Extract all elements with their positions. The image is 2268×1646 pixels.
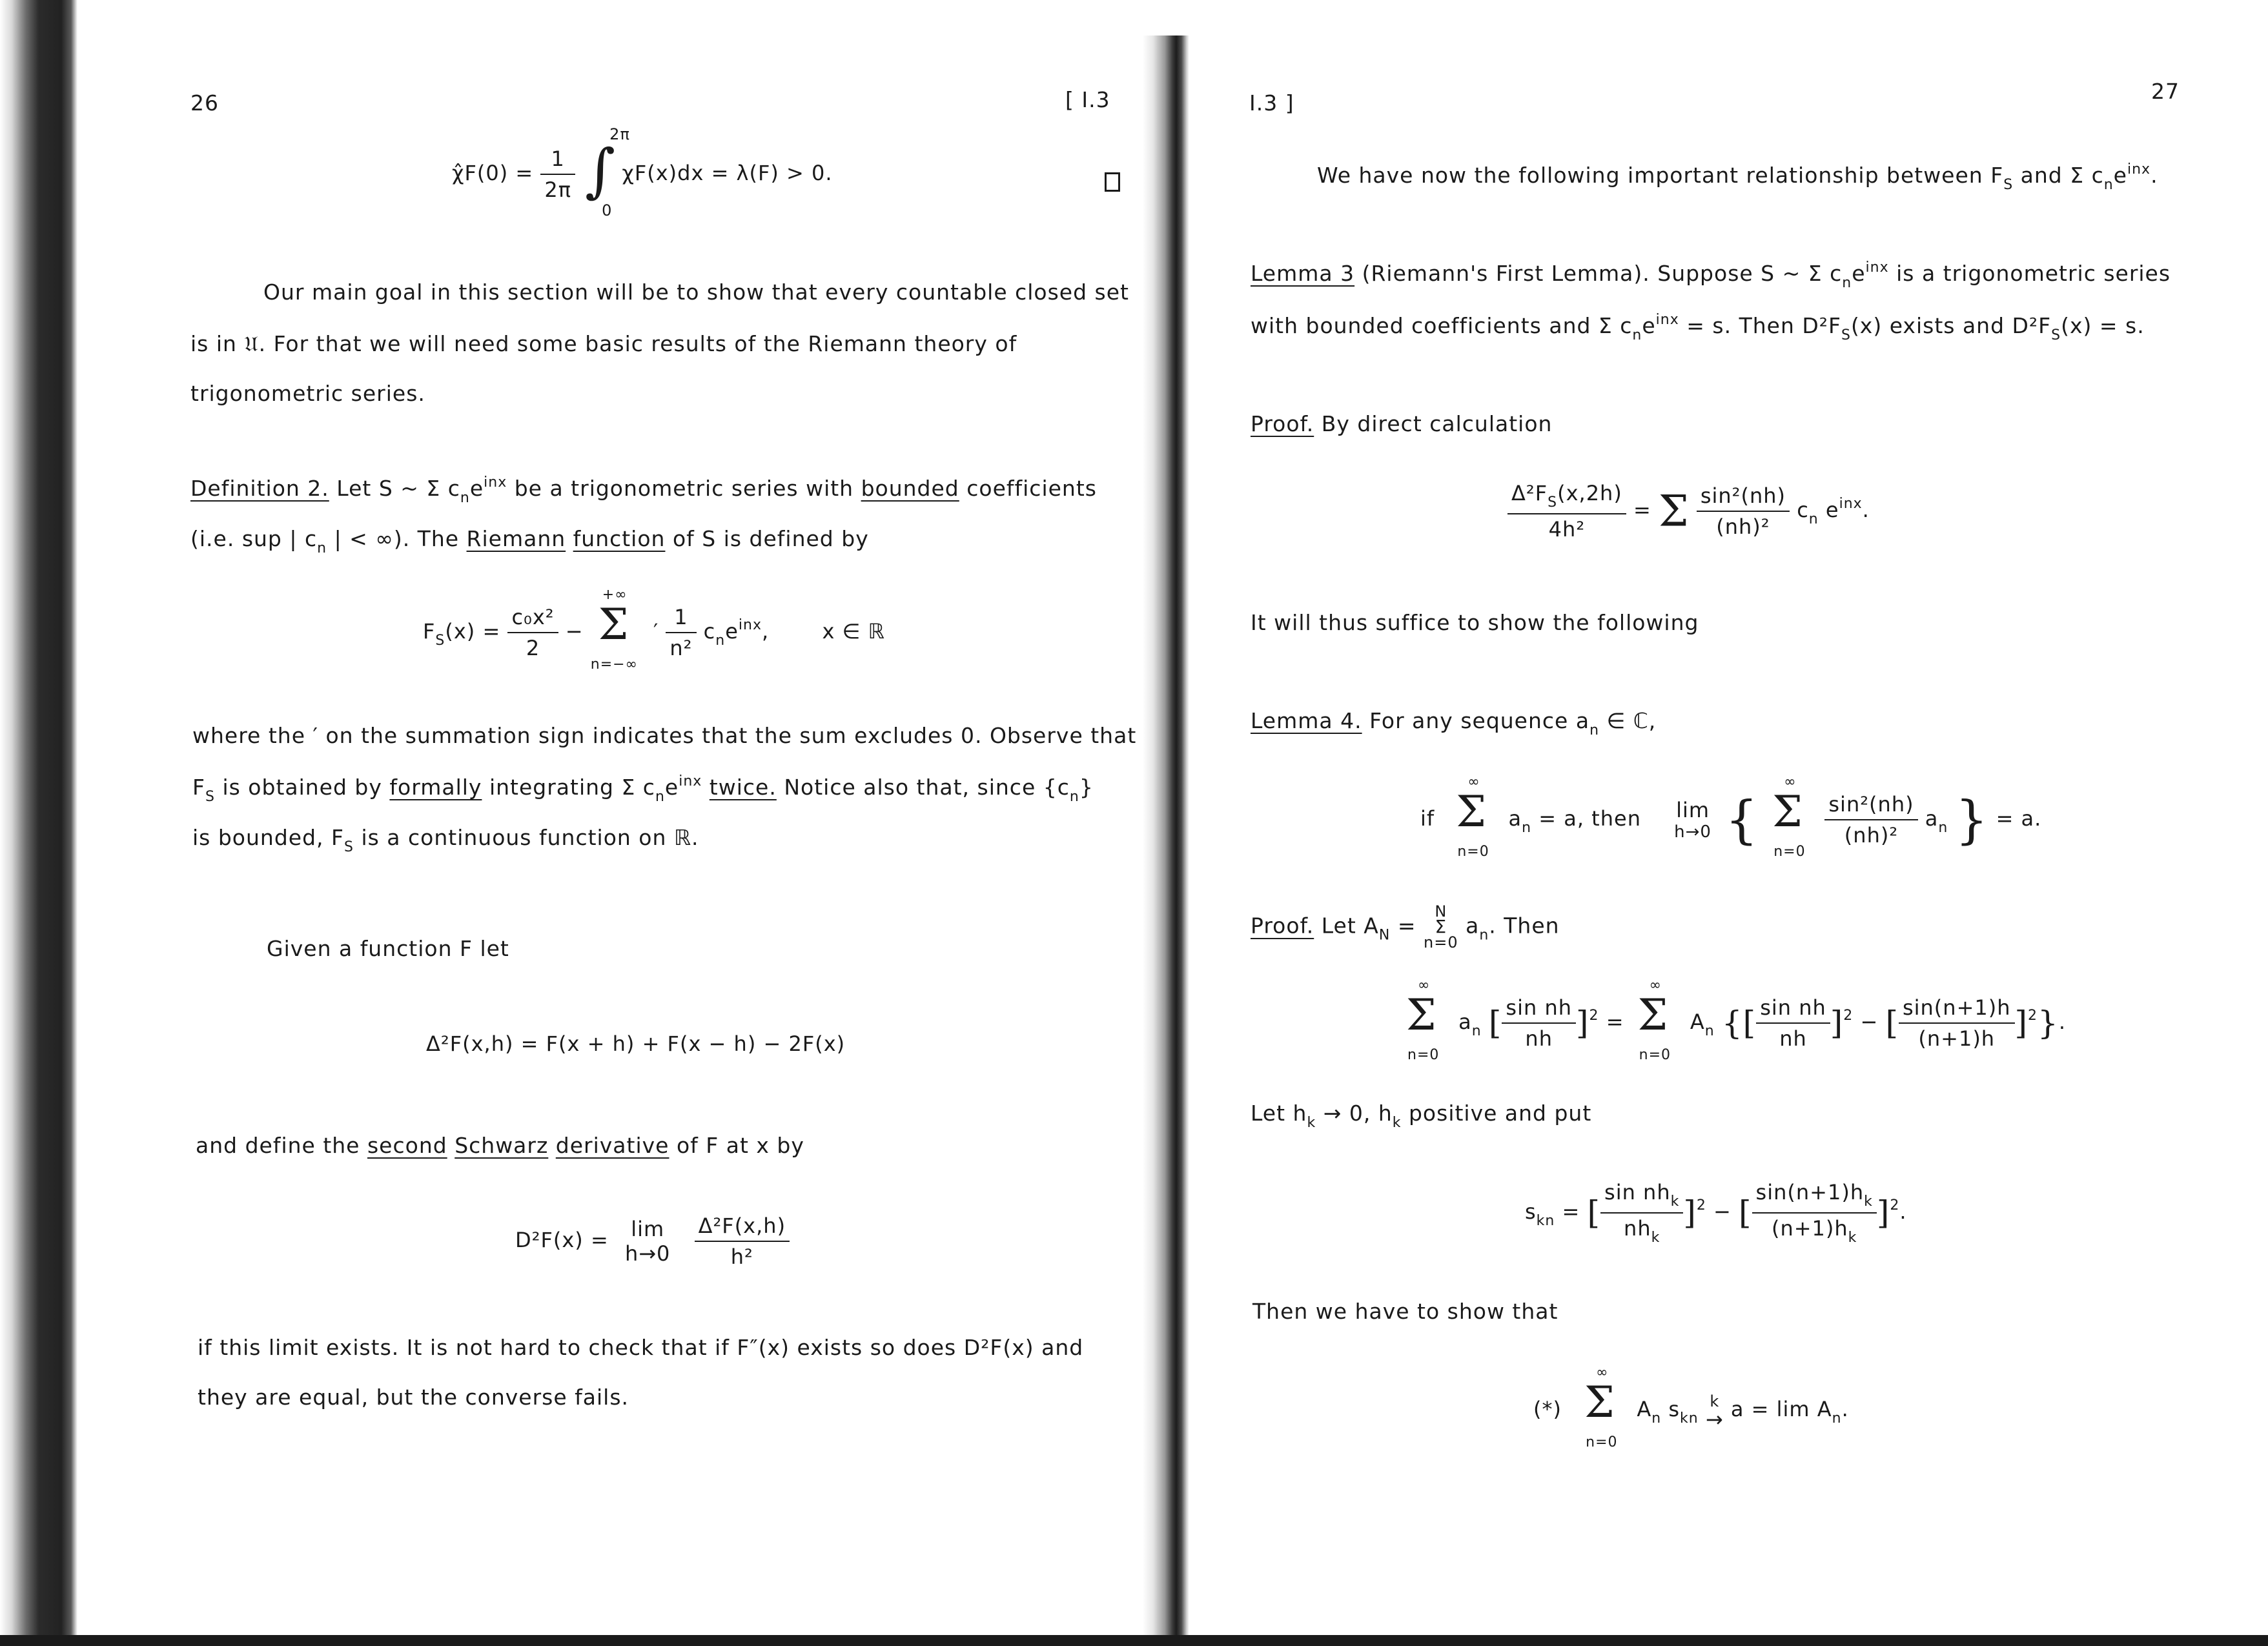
c-symbol: c [703, 619, 716, 644]
sup-2: 2 [1890, 1197, 1900, 1214]
equals: = [1562, 1199, 1580, 1224]
right-brace: } [2038, 1004, 2059, 1042]
frac-num: sin(n+1)h [1899, 995, 2015, 1024]
sum-upper: +∞ [602, 587, 628, 603]
def2-text-b: be a trigonometric series with [514, 476, 854, 501]
fraction-delta2-over-h2 [695, 1214, 790, 1269]
frac-den: (nh)² [1716, 514, 1770, 539]
fraction-delta2fs-over-4h2 [1507, 481, 1626, 542]
proof2-text: . Then [1489, 913, 1560, 939]
right-bracket: ] [1830, 1004, 1844, 1042]
sum-lower: n=0 [1407, 1047, 1440, 1063]
left-bracket: [ [1885, 1004, 1899, 1042]
right-bracket: ] [1683, 1194, 1697, 1232]
frac-den: 2π [544, 178, 571, 202]
sub-k: k [1670, 1194, 1680, 1210]
sigma-glyph: Σ [1435, 916, 1447, 937]
proof2-line [1251, 904, 1560, 950]
second-underlined: second [367, 1133, 447, 1158]
a-symbol: a [1925, 806, 1939, 831]
equation-delta2-fs [1507, 481, 1870, 542]
right-bracket: ] [1576, 1004, 1589, 1042]
sub-kn: kn [1536, 1213, 1555, 1229]
sub-n: n [1632, 327, 1642, 343]
sub-n: n [1471, 1023, 1482, 1039]
para2-text: Notice also that, since {c [784, 775, 1070, 800]
sup-2: 2 [1589, 1008, 1599, 1024]
left-bracket: [ [1587, 1194, 1601, 1232]
proof-label: Proof. [1251, 913, 1314, 939]
left-brace: { [1725, 789, 1759, 850]
right-page-number: 27 [2151, 79, 2180, 104]
sub-n: n [2103, 177, 2114, 193]
frac-num: sin²(nh) [1697, 483, 1790, 512]
num-text: sin(n+1)h [1755, 1180, 1864, 1204]
summation-sign [1400, 977, 1451, 1063]
equals: = [1397, 913, 1416, 939]
eq-lhs: χ̂F(0) = [452, 161, 541, 185]
brace: } [1079, 775, 1094, 800]
sub-S: S [2051, 327, 2061, 343]
frac-num: sin nh [1502, 995, 1576, 1024]
para2-text: is a continuous function on ℝ. [361, 825, 699, 850]
para2-text: integrating Σ c [489, 775, 655, 800]
sum-upper: N [1435, 902, 1447, 920]
frac-den: nh [1525, 1026, 1553, 1051]
lim-word: lim [631, 1217, 665, 1241]
sub-n: n [1938, 820, 1948, 836]
equation-chi-hat [452, 125, 833, 219]
proof1-text: By direct calculation [1321, 411, 1553, 436]
sigma-glyph: Σ [1406, 990, 1437, 1040]
equation-delta2: Δ²F(x,h) = F(x + h) + F(x − h) − 2F(x) [426, 1031, 846, 1056]
sigma-glyph: Σ [1772, 787, 1803, 837]
para3-line1: if this limit exists. It is not hard to check that if F″(x) exists so does D²F(x) and [198, 1335, 1084, 1360]
A-symbol: A [1637, 1397, 1652, 1421]
frac-num: Δ²F(x,h) [695, 1214, 790, 1242]
lemma-3-label: Lemma 3 [1251, 261, 1355, 286]
limit-operator [1674, 798, 1711, 842]
sub-n: n [1808, 511, 1819, 527]
para2-text: is bounded, F [192, 825, 344, 850]
sum-upper: ∞ [1784, 774, 1797, 790]
a-symbol: a [1458, 1010, 1472, 1034]
num-a: Δ²F [1511, 481, 1548, 505]
star-label: (*) [1533, 1397, 1562, 1421]
sum-lower: n=0 [1773, 844, 1806, 860]
def2-coefficients: coefficients [966, 476, 1097, 501]
equation-abel-sum [1400, 977, 2066, 1063]
lemma3-line1: Lemma 3 (Riemann's First Lemma). Suppose S ~ Σ $c_ne^{inx}$ is a trigonometric series [1251, 259, 2171, 291]
sub-n: n [1589, 722, 1600, 738]
sum-upper: ∞ [1467, 774, 1480, 790]
right-bracket: ] [1876, 1194, 1890, 1232]
summation-sign [1631, 977, 1683, 1063]
domain-x-in-R: x ∈ ℝ [822, 619, 885, 644]
function-underlined: function [573, 526, 666, 551]
sub-n: n [1651, 1410, 1662, 1427]
lim-subscript: h→0 [1674, 822, 1711, 842]
limit-operator [625, 1217, 670, 1266]
frac-num: c₀x² [507, 605, 558, 633]
fraction-sin-n1hk [1752, 1180, 1877, 1246]
lim-subscript: h→0 [624, 1241, 671, 1266]
fraction-sin-nhk [1600, 1180, 1683, 1246]
equation-fs [423, 587, 885, 673]
fs-F: F [423, 619, 436, 644]
frac-num: sin nh [1756, 995, 1830, 1024]
let-hk-line [1251, 1101, 1591, 1131]
e-symbol: e [725, 619, 739, 644]
minus-sign: − [1860, 1010, 1879, 1034]
e-symbol: e [1825, 498, 1839, 522]
frac-den: h² [730, 1245, 753, 1269]
fs-x: (x) = [445, 619, 508, 644]
d2f-lhs: D²F(x) = [515, 1228, 616, 1252]
sub-n: n [317, 540, 327, 556]
def2-text-a: Let S ~ Σ c [336, 476, 460, 501]
proof1-line [1251, 411, 1552, 436]
lemma3-text: (x) = s. [2061, 313, 2145, 338]
frac-num: 1 [540, 147, 575, 175]
intro-text: We have now the following important relationship between F [1317, 163, 2004, 188]
define-text: of F at x by [676, 1133, 804, 1158]
sup-inx: inx [738, 617, 762, 633]
sup-inx: inx [2127, 161, 2151, 178]
period: . [1841, 1397, 1849, 1421]
mid-text: = a, then [1538, 806, 1641, 831]
sub-S: S [205, 789, 215, 805]
period: . [2058, 1010, 2066, 1034]
frac-den [1600, 1214, 1683, 1246]
frac-den [1752, 1214, 1877, 1246]
sub-n: n [1842, 275, 1852, 291]
sup-inx: inx [484, 474, 507, 491]
sub-k: k [1864, 1194, 1873, 1210]
fraction-sin2-over-nh2 [1697, 483, 1790, 539]
sigma-glyph: Σ [1637, 990, 1669, 1040]
a-symbol: a [1466, 913, 1480, 939]
sup-inx: inx [1655, 312, 1679, 328]
def2-text-c: (i.e. sup | c [190, 526, 318, 551]
scan-bottom-edge [0, 1635, 2268, 1646]
then-show-line: Then we have to show that [1252, 1299, 1558, 1324]
frac-den: nh [1779, 1026, 1807, 1051]
frac-den: 4h² [1548, 517, 1586, 542]
sub-n: n [1832, 1410, 1842, 1427]
sum-lower: n=0 [1457, 844, 1489, 860]
lemma-4-label: Lemma 4. [1251, 708, 1362, 733]
lim-word: lim [1676, 798, 1710, 822]
sum-upper: ∞ [1649, 977, 1662, 993]
frac-num: sin²(nh) [1824, 792, 1917, 820]
sub-n: n [1704, 1023, 1715, 1039]
sub-n: n [1479, 927, 1489, 944]
sup-2: 2 [1843, 1008, 1854, 1024]
den-text: (n+1)h [1771, 1216, 1848, 1241]
sub-k: k [1392, 1115, 1402, 1131]
den-text: nh [1624, 1216, 1651, 1241]
sup-inx: inx [1865, 259, 1889, 276]
def2-text-d: | < ∞). The [334, 526, 460, 551]
sup-inx: inx [679, 773, 702, 789]
formally-underlined: formally [389, 775, 482, 800]
sup-2: 2 [1696, 1197, 1706, 1214]
lemma3-text: (Riemann's First Lemma). Suppose S ~ Σ c [1362, 261, 1843, 286]
summation-sign [590, 587, 646, 673]
period: . [1899, 1199, 1907, 1224]
left-bracket: [ [1739, 1194, 1752, 1232]
intro-text: and Σ c [2020, 163, 2104, 188]
equals: = [1606, 1010, 1624, 1034]
frac-num [1507, 481, 1626, 514]
qed-box [1105, 172, 1120, 194]
inline-summation [1424, 904, 1458, 950]
para1-line1: Our main goal in this section will be to show that every countable closed set [263, 279, 1129, 305]
summation-sign [1578, 1365, 1629, 1450]
para1-line3: trigonometric series. [190, 381, 425, 406]
s-symbol: s [1668, 1397, 1680, 1421]
sigma-glyph: Σ [598, 600, 629, 649]
twice-underlined: twice. [709, 775, 777, 800]
s-symbol: s [1525, 1199, 1537, 1224]
given-function-text: Given a function F let [267, 936, 509, 961]
fraction-1-over-n2 [666, 605, 696, 660]
define-line [196, 1133, 804, 1158]
bounded-underlined: bounded [861, 476, 959, 501]
summation-sign [1449, 774, 1501, 860]
fs-sub: S [435, 633, 445, 649]
A-symbol: A [1690, 1010, 1705, 1034]
lemma3-text: (x) exists and D²F [1850, 313, 2052, 338]
right-section-tag: I.3 ] [1249, 90, 1294, 116]
define-text: and define the [196, 1133, 360, 1158]
sub-n: n [460, 490, 470, 506]
summation-sign [1766, 774, 1817, 860]
lemma4-line [1251, 708, 1656, 738]
fraction-1-over-2pi [540, 147, 575, 202]
lemma3-text: with bounded coefficients and Σ c [1251, 313, 1633, 338]
sub-S: S [343, 839, 354, 855]
F-symbol: F [192, 775, 205, 800]
right-bracket: ] [2014, 1004, 2028, 1042]
num-b: (x,2h) [1557, 481, 1622, 505]
num-text: sin nh [1604, 1180, 1671, 1204]
period: . [2151, 163, 2158, 188]
proof-label: Proof. [1251, 411, 1314, 436]
sub-n: n [715, 633, 726, 649]
lemma3-text: is a trigonometric series [1896, 261, 2171, 286]
sum-lower: n=0 [1424, 933, 1458, 951]
sup-2: 2 [2028, 1008, 2038, 1024]
fraction-sin-nh-over-nh [1756, 995, 1830, 1051]
sub-k: k [1848, 1230, 1857, 1246]
para1-line2: is in 𝔘. For that we will need some basic results of the Riemann theory of [190, 331, 1017, 356]
sum-upper: ∞ [1596, 1365, 1609, 1381]
sum-lower: n=0 [1639, 1047, 1671, 1063]
minus-sign: − [1713, 1199, 1732, 1224]
fraction-sin-n1h [1899, 995, 2015, 1051]
definition-2-label: Definition 2. [190, 476, 329, 501]
arrow-label: k [1710, 1392, 1720, 1410]
equation-d2f [515, 1214, 790, 1269]
intro-line: We have now the following important relationship between $F_S$ and Σ $c_ne^{inx}$. [1317, 161, 2158, 193]
frac-den: 2 [526, 636, 540, 660]
lemma4-text: For any sequence a [1369, 708, 1590, 733]
prime-mark: ′ [653, 619, 666, 644]
scan-spine-shadow [0, 0, 77, 1646]
frac-num [1752, 1180, 1877, 1214]
para2-line2: $F_S$ is obtained by formally integrating Σ $c_ne^{inx}$ twice. Notice also that, since $\{c_n\}$ [192, 773, 1094, 805]
tail-text: a = lim A [1730, 1397, 1832, 1421]
left-page-number: 26 [190, 90, 219, 116]
frac-den: (nh)² [1844, 823, 1899, 848]
frac-den: (n+1)h [1918, 1026, 1996, 1051]
definition-2-line1: Definition 2. Let S ~ Σ $c_ne^{inx}$ be a trigonometric series with bounded coefficients [190, 474, 1097, 506]
def2-text-e: of S is defined by [672, 526, 869, 551]
sigma-glyph: Σ [1584, 1377, 1615, 1427]
sub-S: S [1548, 494, 1558, 511]
eq-rhs: χF(x)dx = λ(F) > 0. [622, 161, 833, 185]
sub-k: k [1307, 1115, 1316, 1131]
c-symbol: c [1797, 498, 1809, 522]
integral-lower: 0 [602, 201, 613, 219]
equation-star [1533, 1365, 1849, 1450]
left-bracket: [ [1488, 1004, 1502, 1042]
book-gutter [1143, 36, 1189, 1636]
tail-text: = a. [1996, 806, 2042, 831]
equation-skn [1525, 1180, 1907, 1246]
frac-num [1600, 1180, 1683, 1214]
sub-n: n [1522, 820, 1532, 836]
sub-kn: kn [1680, 1410, 1699, 1427]
lemma4-text: ∈ ℂ, [1606, 708, 1657, 733]
integral-glyph: ∫ [585, 137, 617, 205]
equals: = [1633, 498, 1659, 522]
sigma-glyph: Σ [1658, 486, 1690, 536]
sub-S: S [1841, 327, 1851, 343]
para2-text: is obtained by [222, 775, 382, 800]
if-word: if [1420, 806, 1435, 831]
equation-lemma4 [1420, 774, 2042, 860]
fraction-c0x2 [507, 605, 558, 660]
frac-num: 1 [666, 605, 696, 633]
a-symbol: a [1508, 806, 1522, 831]
right-brace: } [1955, 789, 1989, 850]
period: . [1862, 498, 1870, 522]
riemann-underlined: Riemann [466, 526, 566, 551]
left-section-tag: [ I.3 [1065, 87, 1110, 112]
fraction-sin2-over-nh2 [1824, 792, 1917, 848]
sum-lower: n=−∞ [590, 656, 638, 673]
proof2-text: Let A [1321, 913, 1379, 939]
derivative-underlined: derivative [555, 1133, 669, 1158]
comma: , [761, 619, 770, 644]
sigma-glyph: Σ [1456, 787, 1487, 837]
para2-line1: where the ′ on the summation sign indicates that the sum excludes 0. Observe that [192, 723, 1137, 748]
sum-lower: n=0 [1586, 1434, 1618, 1450]
sup-inx: inx [1839, 496, 1863, 512]
schwarz-underlined: Schwarz [455, 1133, 549, 1158]
left-brace: {[ [1721, 1004, 1757, 1042]
frac-den: n² [669, 636, 693, 660]
para2-line3 [192, 825, 699, 855]
suffice-line: It will thus suffice to show the following [1251, 610, 1699, 635]
lemma3-text: = s. Then D²F [1686, 313, 1841, 338]
integral-sign [582, 125, 630, 219]
let-text: positive and put [1408, 1101, 1592, 1126]
definition-2-line2 [190, 526, 869, 556]
sub-S: S [2003, 177, 2014, 193]
fraction-sin-nh-over-nh [1502, 995, 1576, 1051]
let-text: Let h [1251, 1101, 1307, 1126]
sub-N: N [1378, 927, 1391, 944]
para3-line2: they are equal, but the converse fails. [198, 1385, 629, 1410]
lemma3-line2: with bounded coefficients and Σ $c_ne^{inx} = s$. Then $D^2F_S(x)$ exists and $D^2F_S(x) = s$. [1251, 312, 2145, 343]
sub-n: n [1069, 789, 1079, 805]
limit-arrow [1705, 1392, 1724, 1432]
sum-upper: ∞ [1418, 977, 1431, 993]
sub-k: k [1651, 1230, 1660, 1246]
integral-upper: 2π [609, 125, 630, 143]
arrow-glyph: → [1705, 1407, 1724, 1432]
minus-sign: − [565, 619, 591, 644]
let-text: → 0, h [1323, 1101, 1393, 1126]
sub-n: n [655, 789, 665, 805]
